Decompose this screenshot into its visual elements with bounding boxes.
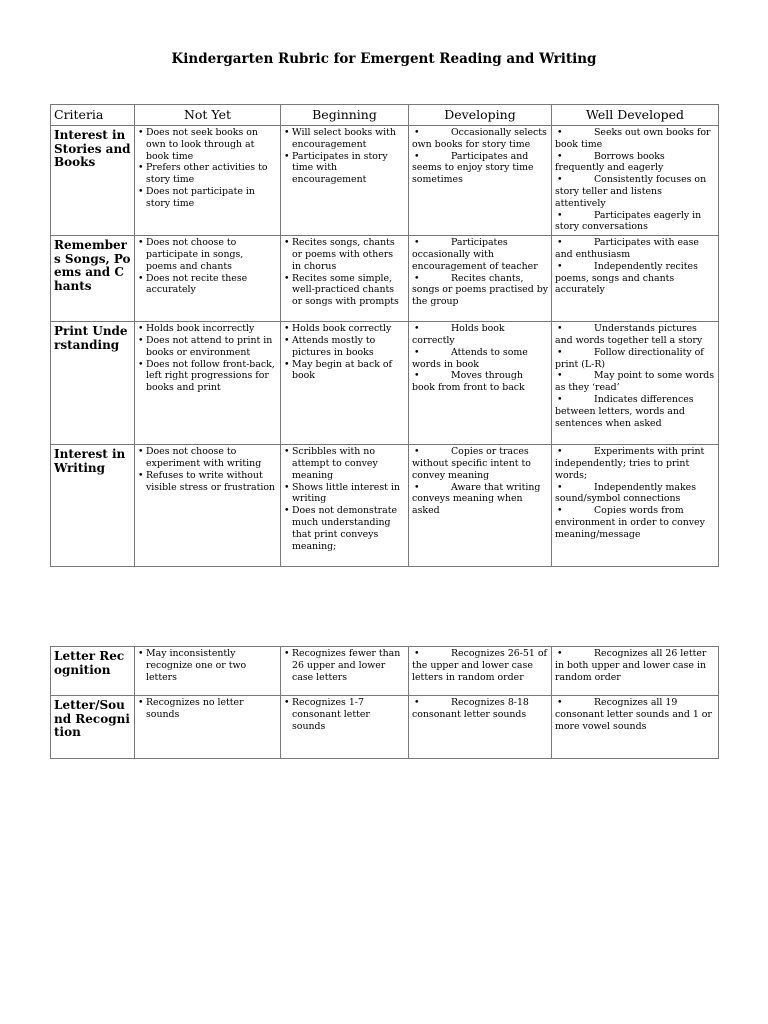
beginning-cell [281, 445, 409, 567]
well-developed-cell [552, 445, 719, 567]
not-yet-cell [135, 236, 281, 322]
table-row [51, 647, 719, 696]
list-item: • Participates and seems to enjoy story time sometimes [412, 151, 548, 186]
list-item: • Does not choose to experiment with writing [138, 446, 277, 470]
table-row [51, 696, 719, 759]
criteria-list [412, 446, 548, 517]
list-item: • Attends mostly to pictures in books [284, 335, 405, 359]
list-item: • Follow directionality of print (L-R) [555, 347, 715, 371]
developing-cell [409, 647, 552, 696]
criteria-cell: Letter/Sound Recognition [51, 696, 135, 759]
header-not-yet: Not Yet [135, 105, 281, 126]
list-item: • Recites chants, songs or poems practised by the group [412, 273, 548, 308]
criteria-list [555, 237, 715, 296]
developing-cell [409, 445, 552, 567]
criteria-list [555, 648, 715, 683]
list-item: • May point to some words as they ‘read’ [555, 370, 715, 394]
list-item: • Participates with ease and enthusiasm [555, 237, 715, 261]
list-item: • Seeks out own books for book time [555, 127, 715, 151]
list-item: • Refuses to write without visible stress or frustration [138, 470, 277, 494]
criteria-list [138, 446, 277, 493]
list-item: • May inconsistently recognize one or two letters [138, 648, 277, 683]
list-item: • Does not recite these accurately [138, 273, 277, 297]
criteria-list [555, 446, 715, 540]
criteria-list [412, 697, 548, 721]
not-yet-cell [135, 696, 281, 759]
criteria-list [555, 323, 715, 429]
list-item: • Holds book correctly [412, 323, 548, 347]
list-item: • Participates in story time with encouragement [284, 151, 405, 186]
criteria-list [412, 127, 548, 186]
beginning-cell [281, 647, 409, 696]
criteria-cell: Remembers Songs, Poems and Chants [51, 236, 135, 322]
beginning-cell [281, 126, 409, 236]
list-item: • Holds book incorrectly [138, 323, 277, 335]
well-developed-cell [552, 322, 719, 445]
criteria-list [138, 697, 277, 721]
list-item: • Prefers other activities to story time [138, 162, 277, 186]
criteria-list [412, 237, 548, 308]
list-item: • Holds book correctly [284, 323, 405, 335]
criteria-cell: Interest in Writing [51, 445, 135, 567]
list-item: • Will select books with encouragement [284, 127, 405, 151]
table-row [51, 445, 719, 567]
list-item: • Does not choose to participate in songs, poems and chants [138, 237, 277, 272]
developing-cell [409, 126, 552, 236]
list-item: • Participates occasionally with encouragement of teacher [412, 237, 548, 272]
list-item: • Recognizes all 19 consonant letter sounds and 1 or more vowel sounds [555, 697, 715, 732]
list-item: • Recognizes 26-51 of the upper and lower case letters in random order [412, 648, 548, 683]
list-item: • Does not follow front-back, left right progressions for books and print [138, 359, 277, 394]
list-item: • Copies or traces without specific intent to convey meaning [412, 446, 548, 481]
document-title: Kindergarten Rubric for Emergent Reading and Writing [171, 51, 597, 67]
list-item: • Aware that writing conveys meaning when asked [412, 482, 548, 517]
beginning-cell [281, 696, 409, 759]
list-item: • Occasionally selects own books for story time [412, 127, 548, 151]
criteria-list [284, 127, 405, 186]
table-row [51, 236, 719, 322]
criteria-list [284, 323, 405, 382]
rubric-table [50, 104, 719, 567]
list-item: • Participates eagerly in story conversations [555, 210, 715, 234]
list-item: • Recognizes 8-18 consonant letter sounds [412, 697, 548, 721]
criteria-list [284, 446, 405, 552]
developing-cell [409, 322, 552, 445]
criteria-list [412, 323, 548, 394]
not-yet-cell [135, 126, 281, 236]
list-item: • Independently makes sound/symbol connections [555, 482, 715, 506]
list-item: • Independently recites poems, songs and chants accurately [555, 261, 715, 296]
list-item: • Does not attend to print in books or environment [138, 335, 277, 359]
criteria-cell: Print Understanding [51, 322, 135, 445]
criteria-cell: Letter Recognition [51, 647, 135, 696]
not-yet-cell [135, 647, 281, 696]
criteria-list [138, 127, 277, 210]
header-well-developed: Well Developed [552, 105, 719, 126]
list-item: • Recognizes all 26 letter in both upper and lower case in random order [555, 648, 715, 683]
list-item: • Consistently focuses on story teller and listens attentively [555, 174, 715, 209]
criteria-list [412, 648, 548, 683]
list-item: • Does not participate in story time [138, 186, 277, 210]
criteria-list [138, 237, 277, 296]
criteria-list [555, 127, 715, 233]
not-yet-cell [135, 322, 281, 445]
header-criteria: Criteria [51, 105, 135, 126]
list-item: • Recites some simple, well-practiced chants or songs with prompts [284, 273, 405, 308]
criteria-list [138, 323, 277, 394]
criteria-list [138, 648, 277, 683]
beginning-cell [281, 322, 409, 445]
table-row [51, 126, 719, 236]
list-item: • Borrows books frequently and eagerly [555, 151, 715, 175]
list-item: • Understands pictures and words together tell a story [555, 323, 715, 347]
well-developed-cell [552, 126, 719, 236]
list-item: • Indicates differences between letters, words and sentences when asked [555, 394, 715, 429]
list-item: • Does not seek books on own to look through at book time [138, 127, 277, 162]
list-item: • Does not demonstrate much understanding that print conveys meaning; [284, 505, 405, 552]
list-item: • Attends to some words in book [412, 347, 548, 371]
list-item: • Recognizes no letter sounds [138, 697, 277, 721]
header-developing: Developing [409, 105, 552, 126]
not-yet-cell [135, 445, 281, 567]
rubric-table-continued [50, 646, 719, 759]
criteria-cell: Interest in Stories and Books [51, 126, 135, 236]
criteria-list [284, 648, 405, 683]
list-item: • Copies words from environment in order to convey meaning/message [555, 505, 715, 540]
list-item: • Recites songs, chants or poems with others in chorus [284, 237, 405, 272]
list-item: • May begin at back of book [284, 359, 405, 383]
list-item: • Shows little interest in writing [284, 482, 405, 506]
list-item: • Scribbles with no attempt to convey meaning [284, 446, 405, 481]
list-item: • Recognizes fewer than 26 upper and lower case letters [284, 648, 405, 683]
header-beginning: Beginning [281, 105, 409, 126]
criteria-list [555, 697, 715, 732]
well-developed-cell [552, 696, 719, 759]
table-row [51, 322, 719, 445]
criteria-list [284, 697, 405, 732]
developing-cell [409, 696, 552, 759]
list-item: • Moves through book from front to back [412, 370, 548, 394]
list-item: • Experiments with print independently; tries to print words; [555, 446, 715, 481]
criteria-list [284, 237, 405, 308]
list-item: • Recognizes 1-7 consonant letter sounds [284, 697, 405, 732]
well-developed-cell [552, 236, 719, 322]
developing-cell [409, 236, 552, 322]
beginning-cell [281, 236, 409, 322]
well-developed-cell [552, 647, 719, 696]
header-row [51, 105, 719, 126]
